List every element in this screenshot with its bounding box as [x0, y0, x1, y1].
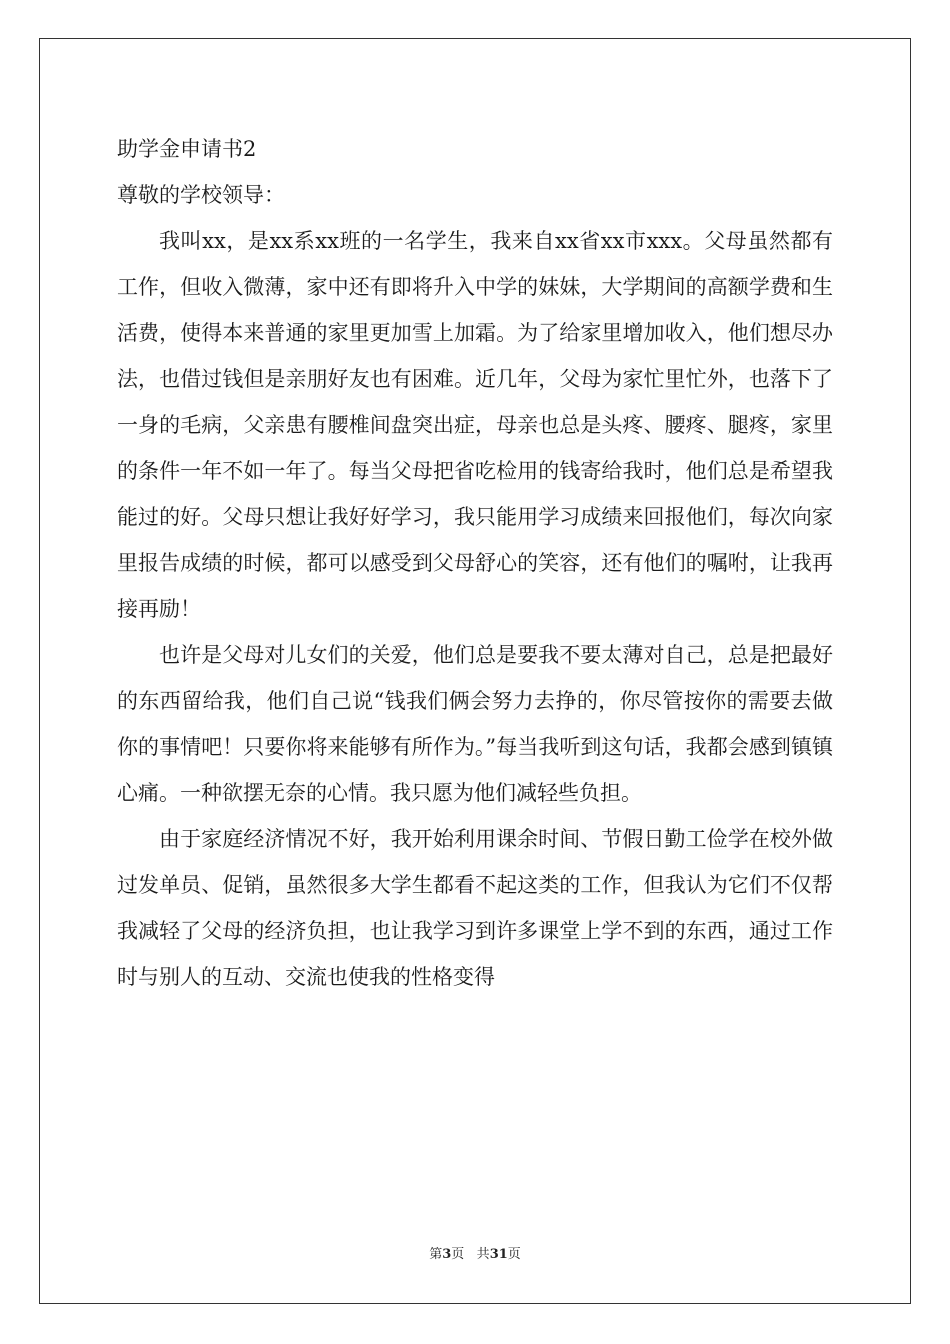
footer-prefix: 第	[429, 1247, 443, 1262]
paragraph-parents-care: 也许是父母对儿女们的关爱，他们总是要我不要太薄对自己，总是把最好的东西留给我，他们自己说“钱我们俩会努力去挣的，你尽管按你的需要去做你的事情吧！只要你将来能够有所作为。”每当我听到这句话，我都会感到镇镇心痛。一种欲摆无奈的心情。我只愿为他们减轻些负担。	[117, 643, 833, 805]
page-footer	[0, 1246, 950, 1264]
document-title: 助学金申请书2	[117, 137, 257, 161]
paragraph-work-study: 由于家庭经济情况不好，我开始利用课余时间、节假日勤工俭学在校外做过发单员、促销，虽然很多大学生都看不起这类的工作，但我认为它们不仅帮我减轻了父母的经济负担，也让我学习到许多课堂上学不到的东西，通过工作时与别人的互动、交流也使我的性格变得	[117, 827, 833, 989]
document-body	[117, 126, 833, 1000]
total-page-count: 31	[489, 1247, 508, 1262]
paragraph-family-situation: 我叫xx，是xx系xx班的一名学生，我来自xx省xx市xxx。父母虽然都有工作，但收入微薄，家中还有即将升入中学的妹妹，大学期间的高额学费和生活费，使得本来普通的家里更加雪上加霜。为了给家里增加收入，他们想尽办法，也借过钱但是亲朋好友也有困难。近几年，父母为家忙里忙外，也落下了一身的毛病，父亲患有腰椎间盘突出症，母亲也总是头疼、腰疼、腿疼，家里的条件一年不如一年了。每当父母把省吃检用的钱寄给我时，他们总是希望我能过的好。父母只想让我好好学习，我只能用学习成绩来回报他们，每次向家里报告成绩的时候，都可以感受到父母舒心的笑容，还有他们的嘱咐，让我再接再励！	[117, 229, 833, 621]
footer-total-prefix: 共	[476, 1247, 490, 1262]
salutation: 尊敬的学校领导：	[117, 183, 285, 207]
footer-total-suffix: 页	[507, 1247, 521, 1262]
current-page-number: 3	[442, 1247, 452, 1262]
footer-page-suffix: 页	[451, 1247, 465, 1262]
